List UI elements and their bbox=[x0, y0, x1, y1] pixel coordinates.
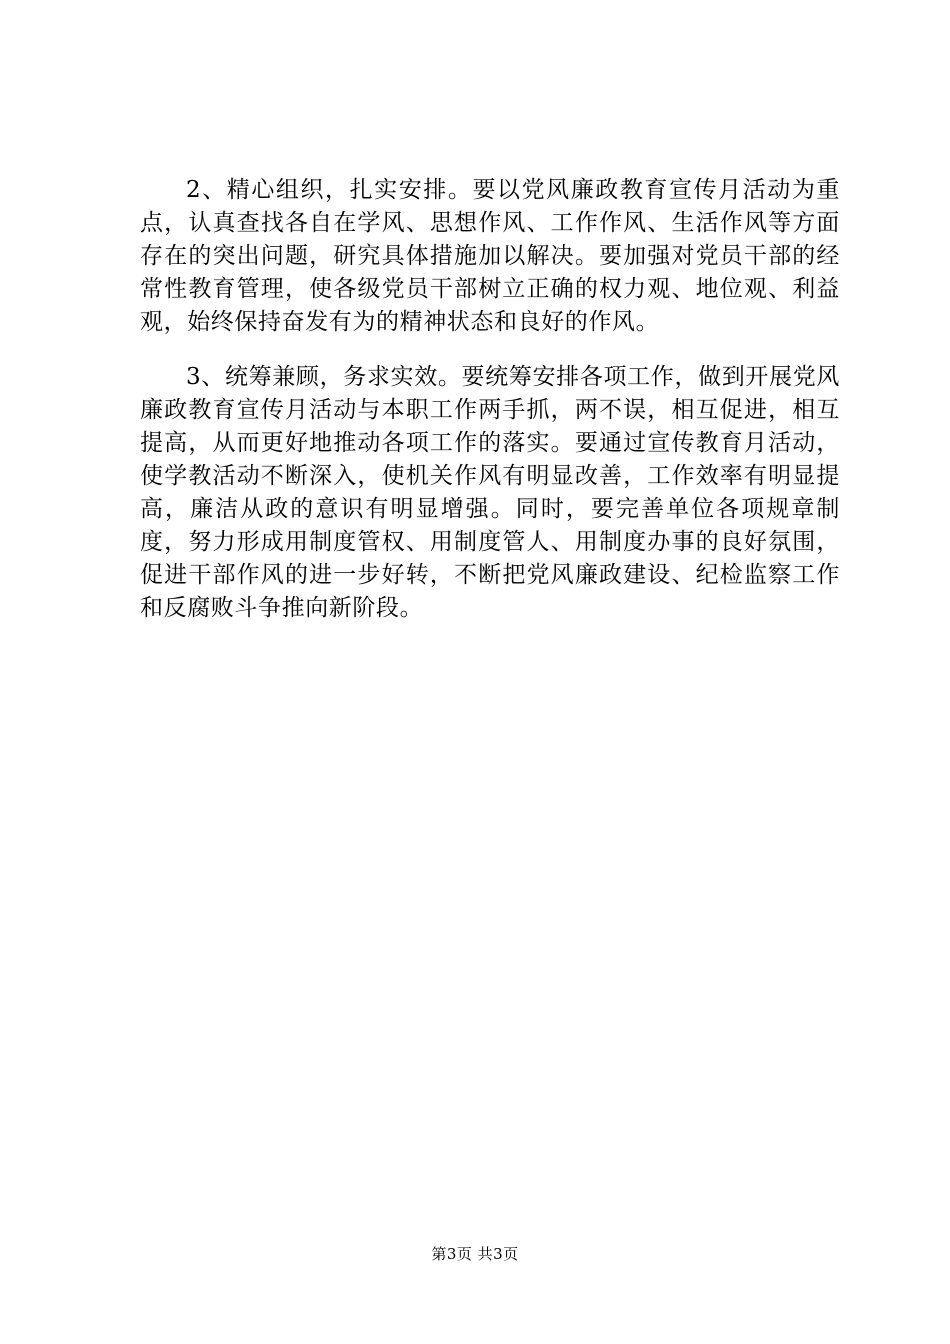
paragraph-item-2: 2、精心组织，扎实安排。要以党风廉政教育宣传月活动为重点，认真查找各自在学风、思想作风、工作作风、生活作风等方面存在的突出问题，研究具体措施加以解决。要加强对党员干部的经常性教育管理，使各级党员干部树立正确的权力观、地位观、利益观，始终保持奋发有为的精神状态和良好的作风。 bbox=[140, 177, 840, 335]
paragraph-item-3: 3、统筹兼顾，务求实效。要统筹安排各项工作，做到开展党风廉政教育宣传月活动与本职工作两手抓，两不误，相互促进，相互提高，从而更好地推动各项工作的落实。要通过宣传教育月活动，使学教活动不断深入，使机关作风有明显改善，工作效率有明显提高，廉洁从政的意识有明显增强。同时，要完善单位各项规章制度，努力形成用制度管权、用制度管人、用制度办事的良好氛围，促进干部作风的进一步好转，不断把党风廉政建设、纪检监察工作和反腐败斗争推向新阶段。 bbox=[140, 364, 840, 621]
document-body bbox=[140, 174, 840, 625]
page-number-footer: 第3页 共3页 bbox=[431, 1245, 519, 1263]
